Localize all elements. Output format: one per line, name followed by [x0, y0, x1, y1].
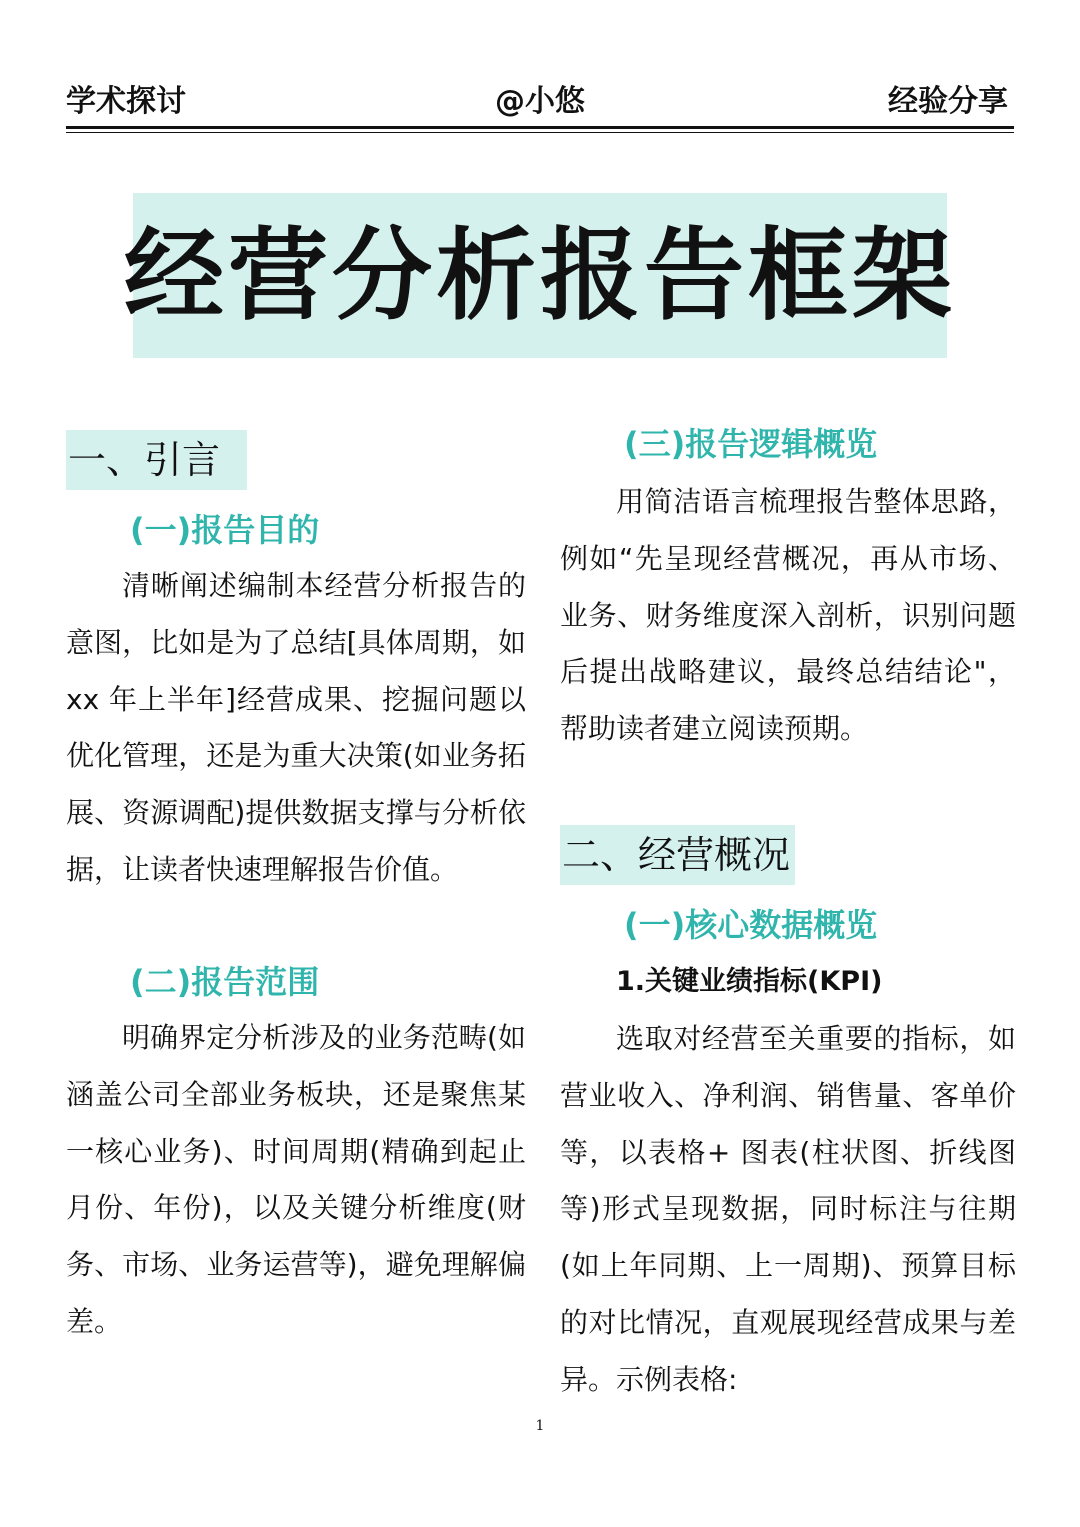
header-left-tag: 学术探讨	[66, 84, 186, 119]
paragraph-purpose: 清晰阐述编制本经营分析报告的意图，比如是为了总结[具体周期，如 xx 年上半年]经营成果、挖掘问题以优化管理，还是为重大决策(如业务拓展、资源调配)提供数据支撑与分析依据，让读者快速理解报告价值。	[66, 569, 526, 886]
header-rule-thick	[66, 126, 1014, 129]
subheading-purpose: (一)报告目的	[130, 511, 320, 549]
paragraph-kpi: 选取对经营至关重要的指标，如营业收入、净利润、销售量、客单价等，以表格+ 图表(柱状图、折线图等)形式呈现数据，同时标注与往期(如上年同期、上一周期)、预算目标的对比情况，直观展现经营成果与差异。示例表格:	[560, 1022, 1016, 1396]
subheading-core-data: (一)核心数据概览	[624, 906, 878, 944]
section-heading-intro: 一、引言	[66, 430, 247, 490]
section-heading-overview: 二、经营概况	[560, 825, 795, 885]
subheading-logic-overview: (三)报告逻辑概览	[624, 425, 878, 463]
kpi-heading: 1.关键业绩指标(KPI)	[616, 966, 883, 997]
page-title: 经营分析报告框架	[124, 216, 956, 334]
header-right-tag: 经验分享	[888, 84, 1008, 119]
title-banner	[124, 193, 956, 358]
header-rule-thin	[66, 132, 1014, 133]
subheading-scope: (二)报告范围	[130, 963, 320, 1001]
paragraph-logic-overview: 用简洁语言梳理报告整体思路，例如“先呈现经营概况，再从市场、业务、财务维度深入剖析，识别问题后提出战略建议，最终总结结论"，帮助读者建立阅读预期。	[560, 485, 1016, 746]
header-author: @小悠	[495, 84, 585, 119]
paragraph-scope: 明确界定分析涉及的业务范畴(如涵盖公司全部业务板块，还是聚焦某一核心业务)、时间周期(精确到起止月份、年份)，以及关键分析维度(财务、市场、业务运营等)，避免理解偏差。	[66, 1021, 526, 1338]
page-number: 1	[535, 1418, 545, 1434]
